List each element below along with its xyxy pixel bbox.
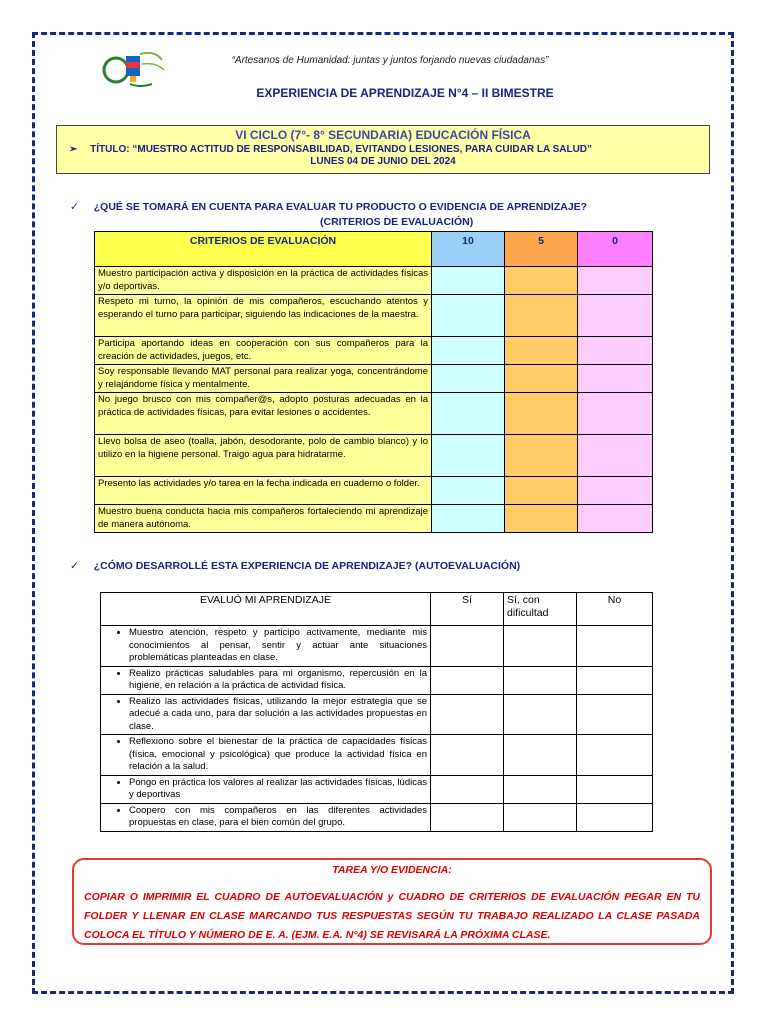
yes-cell[interactable] xyxy=(431,666,504,694)
criteria-header: CRITERIOS DE EVALUACIÓN xyxy=(95,232,432,267)
score-5-cell[interactable] xyxy=(505,295,578,337)
yes-with-difficulty-cell[interactable] xyxy=(504,626,577,667)
statement-cell xyxy=(101,666,431,694)
table-row xyxy=(101,666,653,694)
table-row xyxy=(95,393,653,435)
statement-text: • Realizo prácticas saludables para mi organismo, repercusión en la higiene, en relación a la práctica de actividad física. xyxy=(129,668,427,693)
no-cell[interactable] xyxy=(577,626,653,667)
section1-question-text: ¿QUÉ SE TOMARÁ EN CUENTA PARA EVALUAR TU PRODUCTO O EVIDENCIA DE APRENDIZAJE? xyxy=(93,201,588,213)
yes-cell[interactable] xyxy=(431,803,504,831)
no-cell[interactable] xyxy=(577,803,653,831)
no-cell[interactable] xyxy=(577,666,653,694)
yes-header: Sí xyxy=(431,593,504,626)
table-row xyxy=(101,626,653,667)
score-5-cell[interactable] xyxy=(505,267,578,295)
score-0-cell[interactable] xyxy=(578,295,653,337)
yes-with-difficulty-cell[interactable] xyxy=(504,803,577,831)
page-title: EXPERIENCIA DE APRENDIZAJE N°4 – II BIMESTRE xyxy=(256,86,554,100)
task-title: TAREA Y/O EVIDENCIA: xyxy=(332,864,452,876)
score-5-cell[interactable] xyxy=(505,477,578,505)
score-10-cell[interactable] xyxy=(432,505,505,533)
score-5-cell[interactable] xyxy=(505,435,578,477)
no-cell[interactable] xyxy=(577,694,653,735)
criteria-table xyxy=(94,231,653,533)
statement-cell xyxy=(101,694,431,735)
school-motto: “Artesanos de Humanidad: juntas y juntos forjando nuevas ciudadanas” xyxy=(231,55,549,66)
criterion-text: Participa aportando ideas en cooperación con sus compañeros para la creación de actividades, juegos, etc. xyxy=(95,337,432,365)
yes-with-difficulty-header: Sí, con dificultad xyxy=(504,593,577,626)
table-row xyxy=(95,505,653,533)
score-10-cell[interactable] xyxy=(432,393,505,435)
table-row xyxy=(101,735,653,776)
statement-text: • Coopero con mis compañeros en las diferentes actividades propuestas en clase, para el bien común del grupo. xyxy=(129,805,427,830)
score-10-cell[interactable] xyxy=(432,295,505,337)
criterion-text: Llevo bolsa de aseo (toalla, jabón, desodorante, polo de cambio blanco) y lo utilizo en la higiene personal. Traigo agua para hidratarme. xyxy=(95,435,432,477)
self-evaluation-table xyxy=(100,592,653,832)
course-title-line xyxy=(69,144,709,155)
score-0-cell[interactable] xyxy=(578,267,653,295)
section2-question-text: ¿CÓMO DESARROLLÉ ESTA EXPERIENCIA DE APRENDIZAJE? (AUTOEVALUACIÓN) xyxy=(93,560,521,572)
table-row xyxy=(95,267,653,295)
course-title: TÍTULO: “MUESTRO ACTITUD DE RESPONSABILIDAD, EVITANDO LESIONES, PARA CUIDAR LA SALUD” xyxy=(90,144,593,155)
score-0-cell[interactable] xyxy=(578,393,653,435)
arrow-bullet-icon: ➢ xyxy=(69,144,78,155)
section1-subtitle: (CRITERIOS DE EVALUACIÓN) xyxy=(320,216,474,228)
yes-cell[interactable] xyxy=(431,626,504,667)
table-row xyxy=(101,803,653,831)
table-row xyxy=(101,775,653,803)
section2-question xyxy=(70,560,520,572)
course-cycle: VI CICLO (7°- 8° SECUNDARIA) EDUCACIÓN FÍSICA xyxy=(235,128,531,142)
criterion-text: Muestro participación activa y disposición en la práctica de actividades físicas y/o deportivas. xyxy=(95,267,432,295)
score-5-cell[interactable] xyxy=(505,505,578,533)
score-5-cell[interactable] xyxy=(505,365,578,393)
criteria-header-row xyxy=(95,232,653,267)
statement-cell xyxy=(101,803,431,831)
score-0-cell[interactable] xyxy=(578,365,653,393)
score-10-cell[interactable] xyxy=(432,267,505,295)
score-0-cell[interactable] xyxy=(578,505,653,533)
score-5-cell[interactable] xyxy=(505,393,578,435)
yes-cell[interactable] xyxy=(431,694,504,735)
no-header: No xyxy=(577,593,653,626)
table-row xyxy=(95,435,653,477)
statement-cell xyxy=(101,775,431,803)
criterion-text: Presento las actividades y/o tarea en la fecha indicada en cuaderno o folder. xyxy=(95,477,432,505)
criterion-text: Muestro buena conducta hacia mis compañeros fortaleciendo mi aprendizaje de manera autónoma. xyxy=(95,505,432,533)
course-date: LUNES 04 DE JUNIO DEL 2024 xyxy=(310,156,456,167)
statement-cell xyxy=(101,735,431,776)
self-evaluation-header-row xyxy=(101,593,653,626)
statement-cell xyxy=(101,626,431,667)
score-0-cell[interactable] xyxy=(578,337,653,365)
yes-with-difficulty-cell[interactable] xyxy=(504,775,577,803)
table-row xyxy=(95,365,653,393)
task-box xyxy=(72,858,712,945)
table-row xyxy=(95,337,653,365)
score-10-cell[interactable] xyxy=(432,435,505,477)
score-10-cell[interactable] xyxy=(432,477,505,505)
statement-text: • Reflexiono sobre el bienestar de la práctica de capacidades físicas (física, emocional y psicológica) que produce la actividad física en relación a la salud. xyxy=(129,736,427,774)
score-10-header: 10 xyxy=(432,232,505,267)
course-banner xyxy=(56,125,710,174)
yes-cell[interactable] xyxy=(431,775,504,803)
score-0-cell[interactable] xyxy=(578,477,653,505)
score-10-cell[interactable] xyxy=(432,337,505,365)
statement-text: • Pongo en práctica los valores al realizar las actividades físicas, lúdicas y deportivas xyxy=(129,777,427,802)
table-row xyxy=(95,477,653,505)
score-0-cell[interactable] xyxy=(578,435,653,477)
criterion-text: No juego brusco con mis compañer@s, adopto posturas adecuadas en la práctica de actividades físicas, para evitar lesiones o accidentes. xyxy=(95,393,432,435)
criterion-text: Soy responsable llevando MAT personal para realizar yoga, concentrándome y relajándome física y mentalmente. xyxy=(95,365,432,393)
score-10-cell[interactable] xyxy=(432,365,505,393)
check-bullet-icon: ✓ xyxy=(70,201,79,213)
table-row xyxy=(101,694,653,735)
school-logo-icon xyxy=(100,44,170,90)
table-row xyxy=(95,295,653,337)
yes-with-difficulty-cell[interactable] xyxy=(504,735,577,776)
task-body: COPIAR O IMPRIMIR EL CUADRO DE AUTOEVALUACIÓN y CUADRO DE CRITERIOS DE EVALUACIÓN PEGAR EN TU FOLDER Y LLENAR EN CLASE MARCANDO TUS RESPUESTAS SEGÚN TU TRABAJO REALIZADO LA CLASE PASADA COLOCA EL TÍTULO Y NÚMERO DE E. A. (EJM. E.A. N°4) SE REVISARÁ LA PRÓXIMA CLASE. xyxy=(84,891,700,941)
statement-text: • Realizo las actividades físicas, utilizando la mejor estrategia que se adecué a cada uno, para dar solución a las actividades propuestas en clase. xyxy=(129,696,427,734)
section1-question xyxy=(70,201,587,213)
yes-cell[interactable] xyxy=(431,735,504,776)
criterion-text: Respeto mi turno, la opinión de mis compañeros, escuchando atentos y esperando el turno para participar, siguiendo las indicaciones de la maestra. xyxy=(95,295,432,337)
no-cell[interactable] xyxy=(577,735,653,776)
statement-text: • Muestro atención, respeto y participo activamente, mediante mis conocimientos al pensar, sentir y actuar ante situaciones problemáticas planteadas en clase. xyxy=(129,627,427,665)
no-cell[interactable] xyxy=(577,775,653,803)
check-bullet-icon: ✓ xyxy=(70,560,79,572)
score-0-header: 0 xyxy=(578,232,653,267)
score-5-cell[interactable] xyxy=(505,337,578,365)
score-5-header: 5 xyxy=(505,232,578,267)
evaluation-header: EVALUÓ MI APRENDIZAJE xyxy=(101,593,431,626)
yes-with-difficulty-cell[interactable] xyxy=(504,666,577,694)
yes-with-difficulty-cell[interactable] xyxy=(504,694,577,735)
